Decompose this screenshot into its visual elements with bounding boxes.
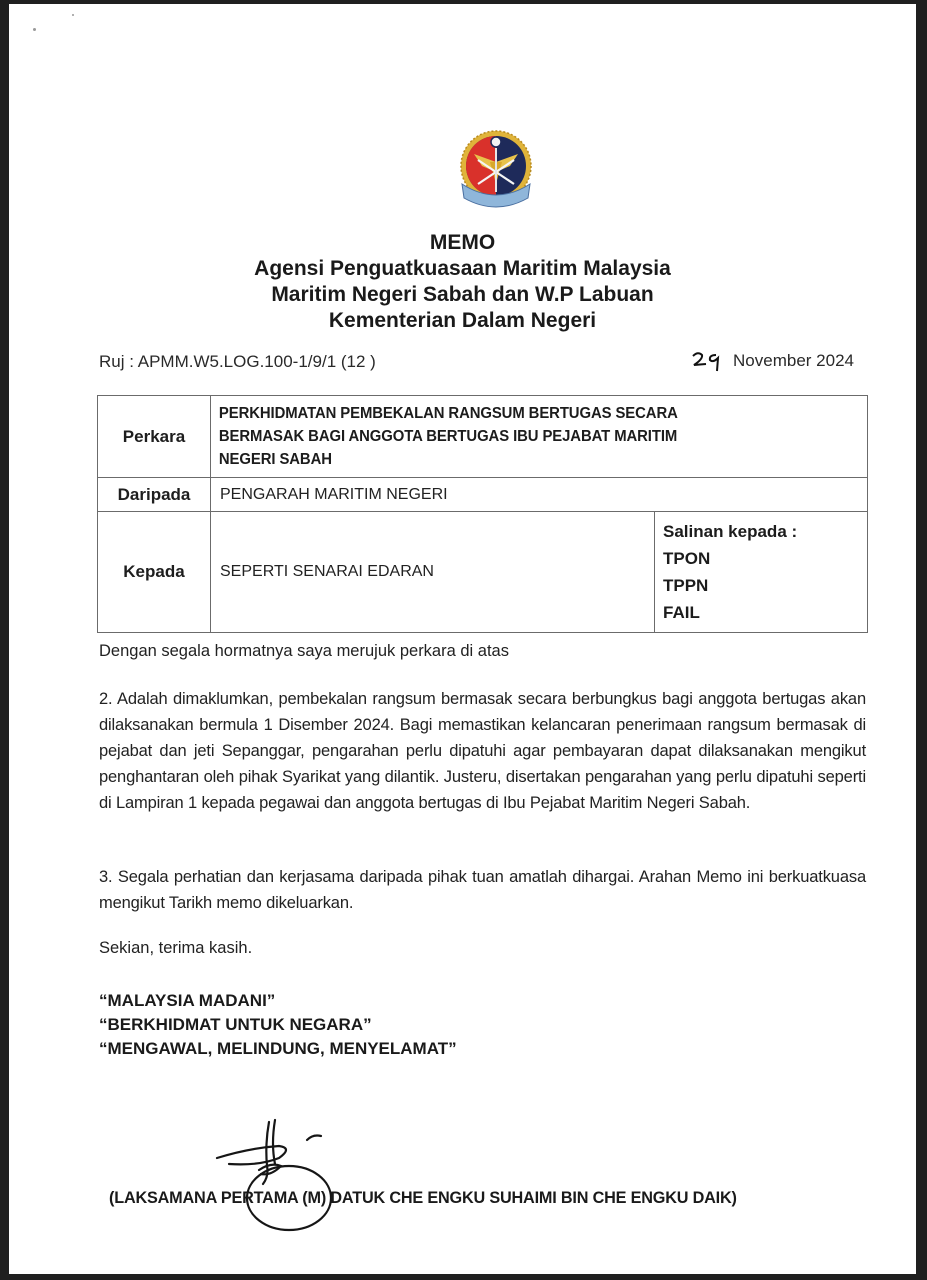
perkara-row [98,396,868,478]
daripada-label: Daripada [98,478,211,512]
date-text: November 2024 [733,351,854,370]
perkara-line: BERMASAK BAGI ANGGOTA BERTUGAS IBU PEJABAT MARITIM [218,428,677,445]
memo-title: MEMO [429,231,496,254]
paragraph-2: 2. Adalah dimaklumkan, pembekalan rangsum bermasak secara berbungkus bagi anggota bertugas akan dilaksanakan bermula 1 Disember 2024. Bagi memastikan kelancaran penerimaan rangsum bermasak di pejabat dan jeti Sepanggar, pengarahan perlu dipatuhi agar pembayaran dapat dilaksanakan mengikut penghantaran oleh pihak Syarikat yang dilantik. Justeru, disertakan pengarahan yang perlu dipatuhi seperti di Lampiran 1 kepada pegawai dan anggota bertugas di Ibu Pejabat Maritim Negeri Sabah. [99,690,866,812]
perkara-line: NEGERI SABAH [218,451,332,468]
kepada-label: Kepada [98,512,211,633]
scan-speck [72,14,74,16]
salinan-item: FAIL [663,603,700,622]
closing-line: Sekian, terima kasih. [99,939,253,957]
scan-speck [33,28,36,31]
paragraph-3: 3. Segala perhatian dan kerjasama daripada pihak tuan amatlah dihargai. Arahan Memo ini berkuatkuasa mengikut Tarikh memo dikeluarkan. [99,868,866,912]
kepada-value: SEPERTI SENARAI EDARAN [211,512,655,633]
region-name: Maritim Negeri Sabah dan W.P Labuan [271,283,654,306]
daripada-value: PENGARAH MARITIM NEGERI [211,478,868,512]
kepada-row [98,512,868,633]
memo-page [9,4,916,1274]
motto-line: “BERKHIDMAT UNTUK NEGARA” [99,1015,372,1034]
perkara-value [211,396,822,478]
salinan-item: TPON [663,549,711,568]
opening-line: Dengan segala hormatnya saya merujuk perkara di atas [99,642,509,660]
reference-number: Ruj : APMM.W5.LOG.100-1/9/1 (12 ) [99,352,376,371]
daripada-row [98,478,868,512]
signatory-name: (LAKSAMANA PERTAMA (M) DATUK CHE ENGKU SUHAIMI BIN CHE ENGKU DAIK) [109,1188,737,1207]
handwritten-signature [209,1114,349,1234]
salinan-item: TPPN [663,576,709,595]
handwritten-day [691,350,725,372]
mottos [99,989,457,1061]
memo-date [691,350,854,372]
apmm-crest-logo [458,126,534,214]
perkara-label: Perkara [98,396,211,478]
salinan-cell [655,512,868,633]
motto-line: “MENGAWAL, MELINDUNG, MENYELAMAT” [99,1039,457,1058]
agency-name: Agensi Penguatkuasaan Maritim Malaysia [254,257,671,280]
memo-meta-table [97,395,868,633]
salinan-label: Salinan kepada : [663,522,798,541]
perkara-line: PERKHIDMATAN PEMBEKALAN RANGSUM BERTUGAS SECARA [218,405,678,422]
motto-line: “MALAYSIA MADANI” [99,991,276,1010]
ministry-name: Kementerian Dalam Negeri [328,309,597,332]
